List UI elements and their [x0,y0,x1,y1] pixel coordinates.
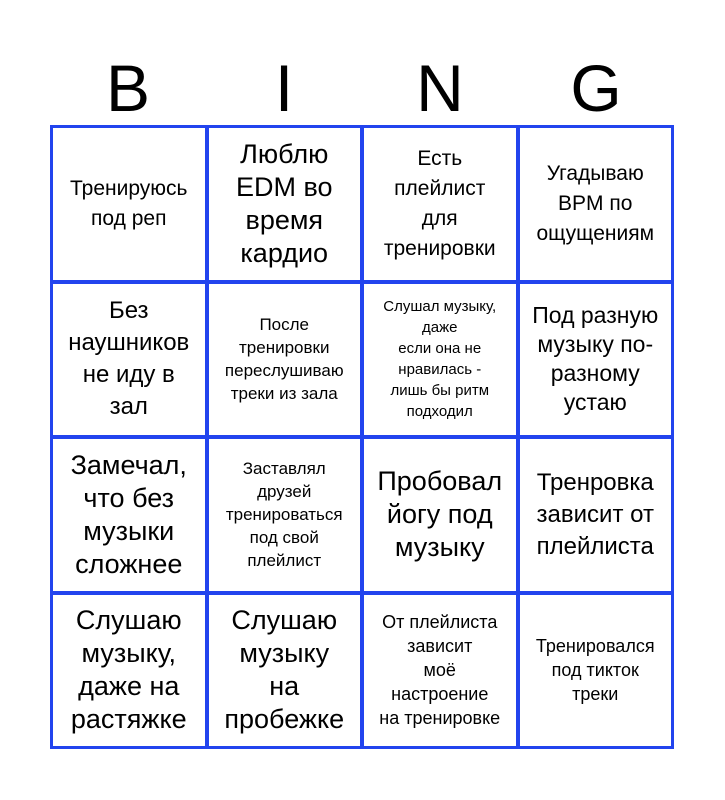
cell-text: Без наушников не иду в зал [68,297,190,421]
bingo-cell[interactable] [53,128,205,280]
bingo-cell[interactable] [520,284,672,436]
cell-text: Тренировался под тикток треки [535,636,655,705]
cell-text: Люблю EDM во время кардио [235,138,333,268]
bingo-cell[interactable] [209,595,361,747]
cell-text: Слушаю музыку, даже на растяжке [70,605,187,735]
cell-text: Слушаю музыку на пробежке [224,605,345,735]
cell-text: Под разную музыку по- разному устаю [532,302,659,416]
bingo-cell[interactable] [53,284,205,436]
cell-text: После тренировки переслушиваю треки из зала [224,315,344,404]
cell-text: От плейлиста зависит моё настроение на тренировке [379,612,501,729]
cell-text: Замечал, что без музыки сложнее [70,449,187,579]
bingo-cell[interactable] [53,595,205,747]
cell-text: Тренровка зависит от плейлиста [536,468,654,560]
cell-text: Угадываю BPM по ощущениям [536,161,655,245]
bingo-board [50,125,674,749]
bingo-cell[interactable] [520,439,672,591]
header-letter-g: G [570,51,622,125]
bingo-header [50,50,674,126]
cell-text: Пробовал йогу под музыку [377,466,503,563]
header-letter-b: B [105,51,151,125]
bingo-cell[interactable] [364,128,516,280]
bingo-cell[interactable] [364,284,516,436]
bingo-cell[interactable] [364,595,516,747]
cell-text: Заставлял друзей тренироваться под свой плейлист [225,459,343,571]
cell-text: Слушал музыку, даже если она не нравилась - лишь бы ритм подходил [383,298,497,421]
header-letter-i: I [274,51,294,125]
bingo-cell[interactable] [209,128,361,280]
header-letter-n: N [416,51,464,125]
bingo-cell[interactable] [53,439,205,591]
bingo-cell[interactable] [520,595,672,747]
bingo-cell[interactable] [209,284,361,436]
bingo-cell[interactable] [520,128,672,280]
cell-text: Тренируюсь под реп [70,176,188,230]
bingo-cell[interactable] [364,439,516,591]
cell-text: Есть плейлист для тренировки [383,146,496,260]
bingo-cell[interactable] [209,439,361,591]
